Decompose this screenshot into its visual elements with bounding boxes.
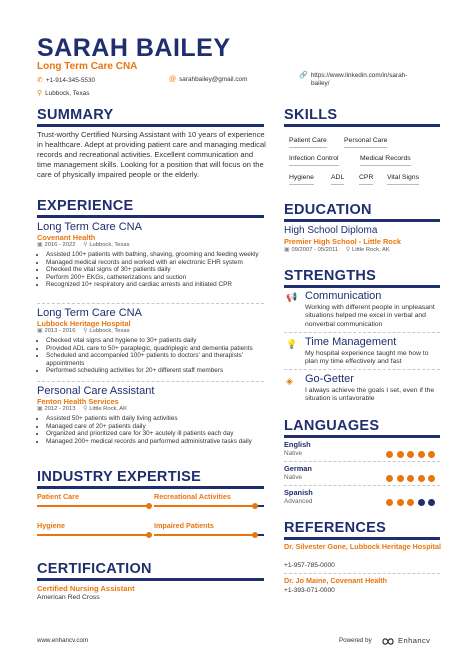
skill-tag: Vital Signs (387, 174, 419, 185)
divider (284, 461, 440, 462)
language-dot (428, 499, 435, 506)
languages-rule (284, 435, 440, 438)
list-item: • Managed 200+ medical records and performed administrative tasks daily (46, 438, 272, 446)
strength-text: I always achieve the goals I set, even if the situation is unfavorable (305, 387, 435, 403)
job-title: Long Term Care CNA (37, 307, 142, 319)
list-item: • Assisted 50+ patients with daily living activities (46, 415, 272, 423)
calendar-icon: ▣ (284, 247, 290, 253)
expertise-bar-fill (154, 534, 255, 536)
list-item: • Provided ADL care to 50+ paraplegic, quadriplegic and dementia patients (46, 345, 272, 353)
list-item: • Performed scheduling activities for 20+ different staff members (46, 367, 272, 375)
expertise-bar (154, 534, 264, 536)
divider (284, 332, 440, 333)
location-text: Lubbock, Texas (45, 90, 90, 97)
expertise-bar-knob (146, 532, 152, 538)
list-item: • Scheduled and accompanied 100+ patients to doctors' and therapists' appointments (46, 352, 272, 367)
certification-heading: CERTIFICATION (37, 561, 152, 577)
language-dot (418, 475, 425, 482)
language-dot (397, 451, 404, 458)
location-pin-icon: ⚲ (83, 328, 88, 334)
job-dates: 2012 - 2013 (44, 406, 76, 412)
location-pin-icon: ⚲ (345, 247, 350, 253)
expertise-bar-fill (37, 534, 149, 536)
language-dot (386, 499, 393, 506)
strength-text: My hospital experience taught me how to plan my time effectively and fast (305, 350, 429, 366)
summary-heading: SUMMARY (37, 107, 114, 123)
education-meta (284, 247, 390, 253)
education-rule (284, 219, 440, 222)
enhancv-logo-icon (381, 634, 395, 645)
skill-tag: Personal Care (344, 137, 387, 148)
candidate-role: Long Term Care CNA (37, 61, 138, 72)
job-location: Lubbock, Texas (89, 242, 130, 248)
megaphone-icon: 📢 (286, 292, 298, 302)
phone-text: +1-914-345-5530 (45, 77, 96, 84)
expertise-label: Impaired Patients (154, 521, 214, 530)
location-pin-icon: ⚲ (83, 242, 88, 248)
job-company: Fenton Health Services (37, 397, 119, 406)
strength-title: Communication (305, 290, 382, 302)
calendar-icon: ▣ (37, 406, 43, 412)
job-company: Covenant Health (37, 233, 96, 242)
education-heading: EDUCATION (284, 202, 372, 218)
skills-rule (284, 124, 440, 127)
skills-heading: SKILLS (284, 107, 338, 123)
certification-title: Certified Nursing Assistant (37, 584, 135, 593)
language-name: German (284, 464, 312, 473)
education-degree: High School Diploma (284, 225, 378, 236)
language-level: Native (284, 450, 303, 457)
skill-tag: Medical Records (360, 155, 411, 166)
summary-rule (37, 124, 264, 127)
expertise-bar-knob (146, 503, 152, 509)
language-dot (407, 451, 414, 458)
divider (284, 485, 440, 486)
language-level: Native (284, 474, 303, 481)
divider (284, 573, 440, 574)
expertise-bar (37, 505, 149, 507)
education-dates: 09/2007 - 05/2011 (291, 247, 339, 253)
strength-text: Working with different people in unpleasant situations helped me excel in verbal and nonverbal communication (305, 304, 435, 328)
references-rule (284, 537, 440, 540)
languages-heading: LANGUAGES (284, 418, 380, 434)
linkedin-text-line1[interactable]: https://www.linkedin.com/in/sarah- (310, 72, 408, 79)
language-dots (383, 493, 435, 511)
strength-title: Time Management (305, 336, 397, 348)
language-dot (428, 451, 435, 458)
experience-rule (37, 215, 264, 218)
footer-brand: Enhancv (398, 636, 431, 645)
linkedin-text-line2[interactable]: bailey/ (311, 80, 330, 88)
link-icon: 🔗 (299, 72, 308, 79)
language-dot (418, 451, 425, 458)
job-meta (37, 406, 127, 412)
at-icon: @ (169, 76, 177, 83)
skill-tag: CPR (359, 174, 373, 185)
language-dot (386, 451, 393, 458)
references-heading: REFERENCES (284, 520, 387, 536)
job-dates: 2016 - 2022 (44, 242, 76, 248)
phone-icon: ✆ (37, 77, 43, 84)
divider (37, 303, 264, 304)
expertise-bar-knob (252, 503, 258, 509)
certification-rule (37, 578, 264, 581)
job-meta (37, 328, 130, 334)
job-bullets (37, 337, 272, 375)
summary-text: Trust-worthy Certified Nursing Assistant with 10 years of experience in healthcare. Adept at providing patient care and managing medical records and recreational activities. Excellent communication and time management skills. Looking for a position that will focus on the care of physically impaired people or the elderly. (37, 130, 266, 179)
language-dot (407, 499, 414, 506)
expertise-bar (154, 505, 264, 507)
job-bullets (37, 415, 272, 445)
language-dot (386, 475, 393, 482)
skill-tag: ADL (331, 174, 344, 185)
language-dot (418, 499, 425, 506)
skill-tag: Patient Care (289, 137, 327, 148)
expertise-label: Recreational Activities (154, 492, 231, 501)
diamond-icon: ◈ (286, 376, 293, 386)
calendar-icon: ▣ (37, 328, 43, 334)
list-item: • Checked the vital signs of 30+ patients daily (46, 266, 272, 274)
strengths-heading: STRENGTHS (284, 268, 377, 284)
job-company: Lubbock Heritage Hospital (37, 319, 131, 328)
certification-issuer: American Red Cross (37, 594, 100, 601)
industry-expertise-heading: INDUSTRY EXPERTISE (37, 469, 202, 485)
skill-tag: Infection Control (289, 155, 339, 166)
expertise-label: Hygiene (37, 521, 65, 530)
reference-phone: +1-957-785-0000 (284, 562, 335, 569)
lightbulb-icon: 💡 (286, 339, 298, 349)
skill-tag: Hygiene (289, 174, 314, 185)
job-location: Lubbock, Texas (89, 328, 130, 334)
strengths-rule (284, 285, 440, 288)
education-school: Premier High School - Little Rock (284, 237, 402, 246)
list-item: • Perform 200+ EKGs, catheterizations and suction (46, 274, 272, 282)
phone-contact (37, 76, 95, 84)
expertise-bar-fill (37, 505, 149, 507)
list-item: • Assisted 100+ patients with bathing, shaving, grooming and feeding weekly (46, 251, 272, 259)
calendar-icon: ▣ (37, 242, 43, 248)
reference-name: Dr. Jo Maine, Covenant Health (284, 576, 388, 585)
job-title: Long Term Care CNA (37, 221, 142, 233)
language-name: English (284, 440, 311, 449)
list-item: • Managed care of 20+ patients daily (46, 423, 272, 431)
language-dot (397, 475, 404, 482)
list-item: • Organized and prioritized care for 30+ acutely ill patients each day (46, 430, 272, 438)
linkedin-contact[interactable] (299, 72, 407, 88)
job-title: Personal Care Assistant (37, 385, 155, 397)
footer-powered-by: Powered by (339, 637, 372, 644)
job-bullets (37, 251, 272, 289)
language-name: Spanish (284, 488, 313, 497)
expertise-bar (37, 534, 149, 536)
location-contact (37, 89, 89, 97)
email-contact[interactable] (169, 76, 247, 83)
strength-title: Go-Getter (305, 373, 354, 385)
footer-website[interactable]: www.enhancv.com (37, 637, 89, 644)
language-dot (407, 475, 414, 482)
job-location: Little Rock, AK (89, 406, 128, 412)
list-item: • Managed medical records and worked with an electronic EHR system (46, 259, 272, 267)
job-meta (37, 242, 130, 248)
industry-expertise-rule (37, 486, 264, 489)
job-dates: 2013 - 2016 (44, 328, 76, 334)
language-dot (428, 475, 435, 482)
education-location: Little Rock, AK (352, 247, 390, 253)
email-text[interactable]: sarahbailey@gmail.com (179, 76, 248, 83)
reference-phone: +1-393-071-0000 (284, 587, 335, 594)
expertise-bar-fill (154, 505, 255, 507)
reference-name: Dr. Silvester Gone, Lubbock Heritage Hospital (284, 542, 441, 551)
location-pin-icon: ⚲ (83, 406, 88, 412)
language-dot (397, 499, 404, 506)
list-item: • Recognized 10+ respiratory and cardiac arrests and initiated CPR (46, 281, 272, 289)
location-pin-icon: ⚲ (37, 90, 43, 97)
language-level: Advanced (284, 498, 313, 505)
expertise-label: Patient Care (37, 492, 79, 501)
list-item: • Checked vital signs and hygiene to 30+ patients daily (46, 337, 272, 345)
divider (284, 369, 440, 370)
expertise-bar-knob (252, 532, 258, 538)
experience-heading: EXPERIENCE (37, 198, 134, 214)
divider (37, 381, 264, 382)
candidate-name: SARAH BAILEY (37, 34, 231, 62)
